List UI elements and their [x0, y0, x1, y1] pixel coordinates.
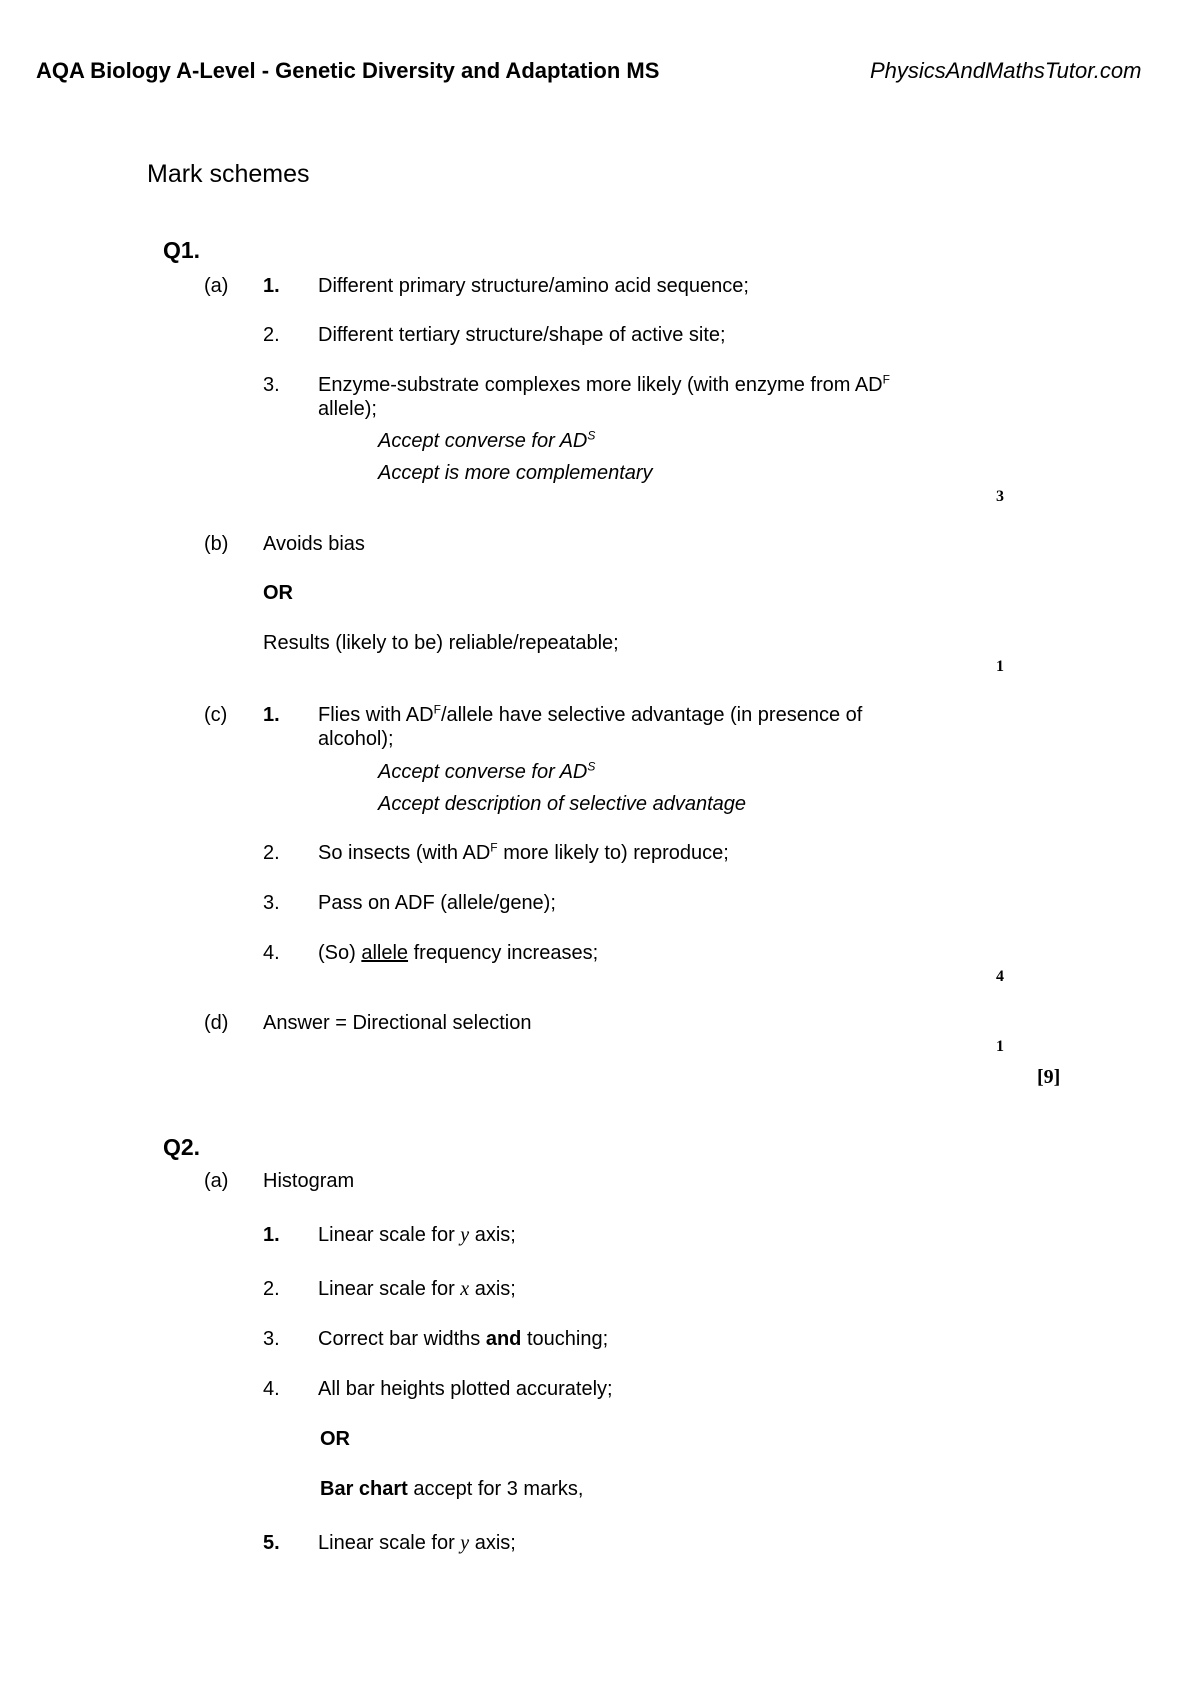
q1a-point-2-number: 2. — [263, 324, 280, 346]
q1a-point-3-line2: allele); — [318, 398, 377, 420]
q1c-point-2-text: So insects (with $AD^F$ more likely to) reproduce; — [318, 840, 729, 864]
q1-part-b-label: (b) — [204, 533, 229, 555]
q1c-guidance-2: Accept description of selective advantage — [378, 793, 746, 815]
q1c-point-1-line1: Flies with $AD^F$/allele have selective advantage (in presence of — [318, 702, 863, 726]
q1a-marks: 3 — [996, 488, 1004, 505]
q1-part-c-label: (c) — [204, 704, 228, 726]
q1a-point-1-number: 1. — [263, 275, 280, 297]
q1c-point-2-number: 2. — [263, 842, 280, 864]
q2a-point-3-number: 3. — [263, 1328, 280, 1350]
q1c-point-3-text: Pass on ADF (allele/gene); — [318, 892, 556, 914]
q1c-point-1-number: 1. — [263, 704, 280, 726]
q2-part-a-label: (a) — [204, 1170, 229, 1192]
q1a-point-1-text: Different primary structure/amino acid sequence; — [318, 275, 749, 297]
q1c-point-1-line2: alcohol); — [318, 728, 394, 750]
q2a-heading: Histogram — [263, 1170, 355, 1192]
q2a-point-4-number: 4. — [263, 1378, 280, 1400]
q2a-or: OR — [320, 1428, 350, 1450]
q1d-answer: Answer = Directional selection — [263, 1012, 532, 1034]
q1a-point-3-number: 3. — [263, 374, 280, 396]
q2a-point-1-number: 1. — [263, 1224, 280, 1246]
question-label-q2: Q2. — [163, 1134, 201, 1160]
q2a-point-2-number: 2. — [263, 1278, 280, 1300]
q1c-point-3-number: 3. — [263, 892, 280, 914]
q2a-point-1-text: Linear scale for y axis; — [318, 1224, 516, 1246]
q2a-point-3-text: Correct bar widths and touching; — [318, 1328, 609, 1350]
header-site-name: PhysicsAndMathsTutor.com — [870, 58, 1142, 83]
q1d-marks: 1 — [996, 1038, 1004, 1055]
q1a-point-3-line1: Enzyme-substrate complexes more likely (with enzyme from $AD^F$ — [318, 372, 890, 396]
document-header-title: AQA Biology A-Level - Genetic Diversity and Adaptation MS — [36, 58, 660, 83]
q1c-marks: 4 — [996, 968, 1004, 985]
q2a-point-5-text: Linear scale for y axis; — [318, 1532, 516, 1554]
q2a-point-2-text: Linear scale for x axis; — [318, 1278, 516, 1300]
q1c-point-4-number: 4. — [263, 942, 280, 964]
q1b-or: OR — [263, 582, 293, 604]
q1-total-marks: [9] — [1037, 1066, 1061, 1088]
question-label-q1: Q1. — [163, 237, 201, 263]
q1a-point-2-text: Different tertiary structure/shape of active site; — [318, 324, 726, 346]
q1a-guidance-1: Accept converse for $AD^S$ — [378, 428, 596, 452]
q1b-line-1: Avoids bias — [263, 533, 365, 555]
q1-part-d-label: (d) — [204, 1012, 229, 1034]
section-title: Mark schemes — [147, 160, 310, 188]
q2a-point-5-number: 5. — [263, 1532, 280, 1554]
q2a-bar-chart-note: Bar chart accept for 3 marks, — [320, 1478, 584, 1500]
q1-part-a-label: (a) — [204, 275, 229, 297]
q1b-marks: 1 — [996, 658, 1004, 675]
q1c-guidance-1: Accept converse for $AD^S$ — [378, 759, 596, 783]
q1b-line-2: Results (likely to be) reliable/repeatable; — [263, 632, 619, 654]
q1c-point-4-text: (So) allele frequency increases; — [318, 942, 599, 964]
q2a-point-4-text: All bar heights plotted accurately; — [318, 1378, 613, 1400]
q1a-guidance-2: Accept is more complementary — [378, 462, 653, 484]
